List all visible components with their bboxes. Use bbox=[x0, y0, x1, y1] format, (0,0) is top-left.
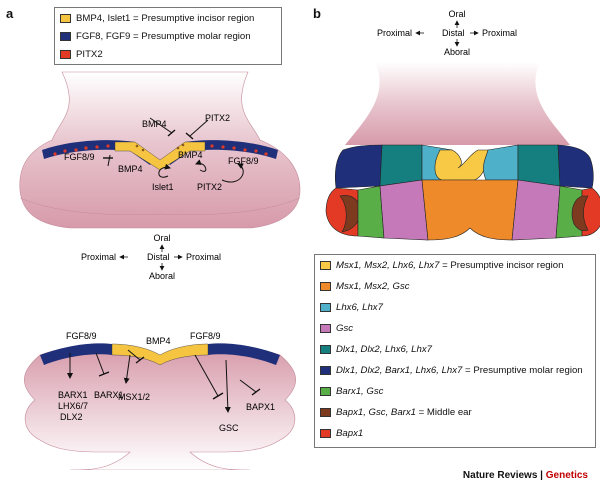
legend-label: PITX2 bbox=[76, 49, 103, 60]
orientation-axis-b bbox=[377, 9, 517, 57]
svg-text:Oral: Oral bbox=[153, 233, 171, 243]
region-orange bbox=[422, 180, 518, 240]
label-bmp4-top: BMP4 bbox=[142, 119, 167, 129]
legend-b-row-8 bbox=[320, 427, 363, 440]
region-teal-upper-right bbox=[518, 145, 560, 186]
legend-suffix: = Middle ear bbox=[415, 407, 472, 418]
svg-text:Aboral: Aboral bbox=[148, 271, 176, 281]
svg-text:Proximal: Proximal bbox=[482, 28, 518, 38]
panel-b-diagram bbox=[310, 0, 600, 250]
region-teal-upper-left bbox=[380, 145, 422, 186]
legend-swatch bbox=[320, 303, 331, 312]
label-barx1: BARX1 bbox=[58, 390, 88, 400]
journal-name: Nature Reviews bbox=[462, 470, 538, 481]
svg-text:Aboral: Aboral bbox=[443, 47, 471, 57]
legend-b-row-2 bbox=[320, 301, 383, 314]
legend-b-row-4 bbox=[320, 343, 432, 356]
legend-swatch bbox=[320, 282, 331, 291]
panel-b-legend bbox=[314, 254, 596, 448]
label-dlx2: DLX2 bbox=[60, 412, 83, 422]
label-pitx2-top: PITX2 bbox=[205, 113, 231, 123]
legend-genes: Msx1, Msx2, Gsc bbox=[336, 281, 410, 292]
svg-text:Distal: Distal bbox=[147, 252, 170, 262]
region-green-left bbox=[358, 186, 384, 238]
legend-swatch bbox=[320, 324, 331, 333]
region-navy-upper-right bbox=[558, 145, 593, 188]
panel-b-stalk bbox=[345, 62, 570, 145]
label-fgf-lower-left: FGF8/9 bbox=[66, 331, 97, 341]
svg-text:Proximal: Proximal bbox=[80, 252, 116, 262]
region-pink-left bbox=[380, 180, 428, 240]
orientation-axis-a bbox=[81, 233, 221, 281]
legend-suffix: = Presumptive incisor region bbox=[439, 260, 564, 271]
legend-swatch bbox=[320, 387, 331, 396]
legend-b-row-7 bbox=[320, 406, 472, 419]
region-navy-upper-left bbox=[335, 145, 382, 188]
svg-text:Proximal: Proximal bbox=[186, 252, 222, 262]
legend-b-row-6 bbox=[320, 385, 383, 398]
legend-b-row-5 bbox=[320, 364, 583, 377]
legend-label: FGF8, FGF9 = Presumptive molar region bbox=[76, 31, 251, 42]
label-bmp4-left: BMP4 bbox=[118, 164, 143, 174]
legend-swatch bbox=[320, 429, 331, 438]
journal-credit bbox=[463, 470, 588, 481]
journal-separator: | bbox=[537, 470, 546, 481]
legend-swatch bbox=[320, 261, 331, 270]
region-blue-upper-right bbox=[483, 145, 518, 180]
legend-b-row-1 bbox=[320, 280, 410, 293]
label-bmp4-lower: BMP4 bbox=[146, 336, 171, 346]
legend-suffix: = Presumptive molar region bbox=[462, 365, 583, 376]
svg-text:Proximal: Proximal bbox=[376, 28, 412, 38]
legend-genes: Dlx1, Dlx2, Lhx6, Lhx7 bbox=[336, 344, 432, 355]
legend-swatch bbox=[320, 345, 331, 354]
label-fgf-lower-right: FGF8/9 bbox=[190, 331, 221, 341]
legend-b-row-0 bbox=[320, 259, 563, 272]
legend-genes: Dlx1, Dlx2, Barx1, Lhx6, Lhx7 bbox=[336, 365, 463, 376]
label-bmp4-center: BMP4 bbox=[178, 150, 203, 160]
legend-genes: Bapx1 bbox=[336, 428, 364, 439]
journal-section: Genetics bbox=[545, 470, 588, 481]
label-fgf-upper-left: FGF8/9 bbox=[64, 152, 95, 162]
legend-label: BMP4, Islet1 = Presumptive incisor region bbox=[76, 13, 255, 24]
legend-genes: Barx1, Gsc bbox=[336, 386, 384, 397]
label-fgf-upper-right: FGF8/9 bbox=[228, 156, 259, 166]
panel-a-diagram bbox=[0, 0, 310, 470]
legend-genes: Msx1, Msx2, Lhx6, Lhx7 bbox=[336, 260, 440, 271]
legend-swatch bbox=[320, 366, 331, 375]
legend-genes: Gsc bbox=[336, 323, 354, 334]
legend-genes: Bapx1, Gsc, Barx1 bbox=[336, 407, 416, 418]
legend-genes: Lhx6, Lhx7 bbox=[336, 302, 383, 313]
label-barx1-mid: BARX1 bbox=[94, 390, 124, 400]
legend-swatch bbox=[320, 408, 331, 417]
label-gsc: GSC bbox=[219, 423, 239, 433]
label-lhx67: LHX6/7 bbox=[58, 401, 89, 411]
label-bapx1: BAPX1 bbox=[246, 402, 276, 412]
legend-b-row-3 bbox=[320, 322, 353, 335]
label-islet1: Islet1 bbox=[152, 182, 174, 192]
svg-text:Distal: Distal bbox=[442, 28, 465, 38]
region-pink-right bbox=[512, 180, 560, 240]
svg-text:Oral: Oral bbox=[448, 9, 466, 19]
region-yellow-upper bbox=[435, 150, 488, 180]
panel-a-letter: a bbox=[6, 6, 14, 21]
label-msx12: MSX1/2 bbox=[118, 392, 151, 402]
panel-b-letter: b bbox=[313, 6, 321, 21]
label-pitx2-low: PITX2 bbox=[197, 182, 223, 192]
